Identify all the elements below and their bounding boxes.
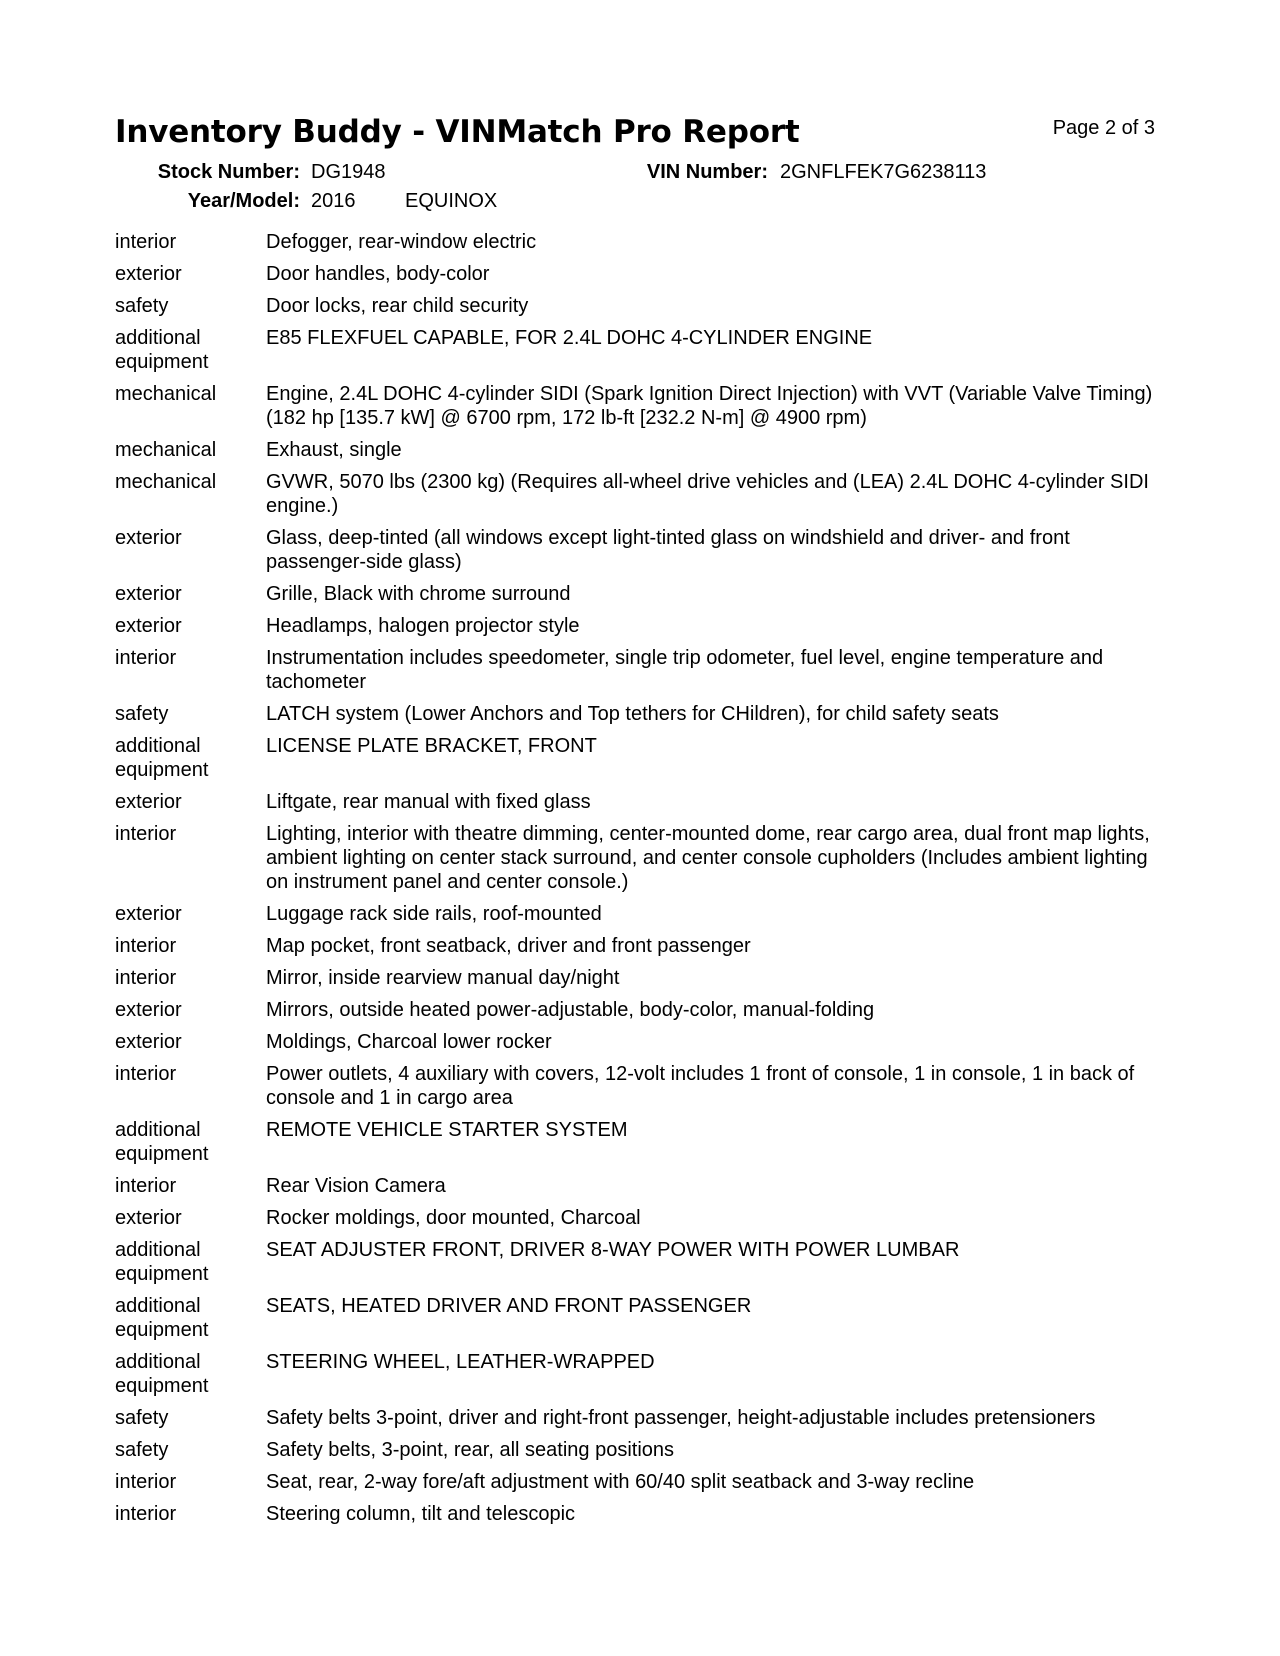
- feature-row: [115, 582, 1160, 614]
- vin-number-label: VIN Number:: [646, 161, 768, 183]
- feature-row: [115, 262, 1160, 294]
- feature-row: [115, 998, 1160, 1030]
- feature-row: [115, 1350, 1160, 1406]
- feature-category: exterior: [115, 791, 182, 813]
- feature-category: safety: [115, 295, 169, 317]
- feature-row: [115, 1294, 1160, 1350]
- feature-row: [115, 822, 1160, 902]
- feature-category: exterior: [115, 903, 182, 925]
- model-value: EQUINOX: [405, 190, 498, 212]
- feature-description: STEERING WHEEL, LEATHER-WRAPPED: [266, 1351, 655, 1373]
- feature-row: [115, 790, 1160, 822]
- feature-description: LATCH system (Lower Anchors and Top tethers for CHildren), for child safety seats: [266, 703, 999, 725]
- feature-description: Mirror, inside rearview manual day/night: [266, 967, 620, 989]
- feature-category: additional equipment: [115, 1119, 209, 1165]
- feature-category: mechanical: [115, 383, 217, 405]
- feature-description: Glass, deep-tinted (all windows except light-tinted glass on windshield and driver- and front passenger-side glass): [266, 527, 1070, 573]
- feature-row: [115, 934, 1160, 966]
- feature-description: Exhaust, single: [266, 439, 402, 461]
- feature-category: interior: [115, 1471, 177, 1493]
- feature-description: Luggage rack side rails, roof-mounted: [266, 903, 602, 925]
- feature-description: Engine, 2.4L DOHC 4-cylinder SIDI (Spark Ignition Direct Injection) with VVT (Variable Valve Timing) (182 hp [135.7 kW] @ 6700 rpm, 172 lb-ft [232.2 N-m] @ 4900 rpm): [266, 383, 1153, 429]
- feature-category: safety: [115, 1439, 169, 1461]
- feature-description: Safety belts, 3-point, rear, all seating positions: [266, 1439, 675, 1461]
- feature-row: [115, 526, 1160, 582]
- feature-row: [115, 902, 1160, 934]
- feature-row: [115, 1406, 1160, 1438]
- feature-category: interior: [115, 1063, 177, 1085]
- feature-description: Lighting, interior with theatre dimming, center-mounted dome, rear cargo area, dual front map lights, ambient lighting on center stack surround, and center console cupholders (Includes ambient lighting on instrument panel and center console.): [266, 823, 1150, 893]
- feature-row: [115, 734, 1160, 790]
- feature-category: interior: [115, 647, 177, 669]
- feature-description: Seat, rear, 2-way fore/aft adjustment with 60/40 split seatback and 3-way recline: [266, 1471, 975, 1493]
- feature-category: exterior: [115, 583, 182, 605]
- feature-category: interior: [115, 823, 177, 845]
- features-table: [115, 230, 1160, 1534]
- feature-row: [115, 1118, 1160, 1174]
- page-number: Page 2 of 3: [1052, 117, 1155, 139]
- feature-category: exterior: [115, 263, 182, 285]
- feature-category: additional equipment: [115, 327, 209, 373]
- feature-category: interior: [115, 1175, 177, 1197]
- feature-category: additional equipment: [115, 1239, 209, 1285]
- features-list: [115, 230, 1160, 1534]
- feature-description: Grille, Black with chrome surround: [266, 583, 571, 605]
- feature-description: GVWR, 5070 lbs (2300 kg) (Requires all-wheel drive vehicles and (LEA) 2.4L DOHC 4-cylinder SIDI engine.): [266, 471, 1149, 517]
- feature-row: [115, 438, 1160, 470]
- vin-number-value: 2GNFLFEK7G6238113: [780, 161, 987, 183]
- feature-description: Door handles, body-color: [266, 263, 490, 285]
- feature-description: REMOTE VEHICLE STARTER SYSTEM: [266, 1119, 628, 1141]
- feature-category: interior: [115, 1503, 177, 1525]
- feature-row: [115, 294, 1160, 326]
- year-value: 2016: [311, 190, 356, 212]
- feature-row: [115, 326, 1160, 382]
- feature-description: Headlamps, halogen projector style: [266, 615, 580, 637]
- feature-category: mechanical: [115, 439, 217, 461]
- feature-category: exterior: [115, 615, 182, 637]
- feature-category: additional equipment: [115, 1295, 209, 1341]
- feature-description: Defogger, rear-window electric: [266, 231, 537, 253]
- feature-description: E85 FLEXFUEL CAPABLE, FOR 2.4L DOHC 4-CYLINDER ENGINE: [266, 327, 873, 349]
- feature-row: [115, 646, 1160, 702]
- feature-category: additional equipment: [115, 735, 209, 781]
- feature-description: LICENSE PLATE BRACKET, FRONT: [266, 735, 597, 757]
- feature-row: [115, 1062, 1160, 1118]
- feature-row: [115, 1174, 1160, 1206]
- feature-row: [115, 1206, 1160, 1238]
- feature-description: Instrumentation includes speedometer, single trip odometer, fuel level, engine temperature and tachometer: [266, 647, 1104, 693]
- feature-description: Rocker moldings, door mounted, Charcoal: [266, 1207, 641, 1229]
- feature-row: [115, 1470, 1160, 1502]
- feature-category: interior: [115, 935, 177, 957]
- feature-row: [115, 1438, 1160, 1470]
- feature-row: [115, 614, 1160, 646]
- feature-category: exterior: [115, 1207, 182, 1229]
- feature-description: Map pocket, front seatback, driver and front passenger: [266, 935, 751, 957]
- feature-description: Liftgate, rear manual with fixed glass: [266, 791, 591, 813]
- feature-row: [115, 702, 1160, 734]
- feature-description: Moldings, Charcoal lower rocker: [266, 1031, 552, 1053]
- feature-row: [115, 230, 1160, 262]
- feature-category: safety: [115, 703, 169, 725]
- feature-category: interior: [115, 231, 177, 253]
- feature-row: [115, 382, 1160, 438]
- feature-description: Steering column, tilt and telescopic: [266, 1503, 576, 1525]
- year-model-label: Year/Model:: [187, 190, 300, 212]
- stock-number-label: Stock Number:: [157, 161, 300, 183]
- feature-row: [115, 1030, 1160, 1062]
- feature-row: [115, 966, 1160, 998]
- feature-description: Power outlets, 4 auxiliary with covers, 12-volt includes 1 front of console, 1 in console, 1 in back of console and 1 in cargo area: [266, 1063, 1135, 1109]
- report-title: Inventory Buddy - VINMatch Pro Report: [115, 114, 800, 150]
- stock-number-value: DG1948: [311, 161, 386, 183]
- feature-description: Mirrors, outside heated power-adjustable, body-color, manual-folding: [266, 999, 875, 1021]
- feature-description: Safety belts 3-point, driver and right-front passenger, height-adjustable includes pretensioners: [266, 1407, 1096, 1429]
- feature-category: exterior: [115, 999, 182, 1021]
- feature-category: additional equipment: [115, 1351, 209, 1397]
- feature-row: [115, 1238, 1160, 1294]
- feature-row: [115, 470, 1160, 526]
- feature-category: exterior: [115, 1031, 182, 1053]
- feature-row: [115, 1502, 1160, 1534]
- feature-description: Door locks, rear child security: [266, 295, 529, 317]
- feature-description: SEATS, HEATED DRIVER AND FRONT PASSENGER: [266, 1295, 752, 1317]
- feature-description: SEAT ADJUSTER FRONT, DRIVER 8-WAY POWER WITH POWER LUMBAR: [266, 1239, 960, 1261]
- feature-category: mechanical: [115, 471, 217, 493]
- feature-category: interior: [115, 967, 177, 989]
- feature-category: exterior: [115, 527, 182, 549]
- feature-description: Rear Vision Camera: [266, 1175, 446, 1197]
- feature-category: safety: [115, 1407, 169, 1429]
